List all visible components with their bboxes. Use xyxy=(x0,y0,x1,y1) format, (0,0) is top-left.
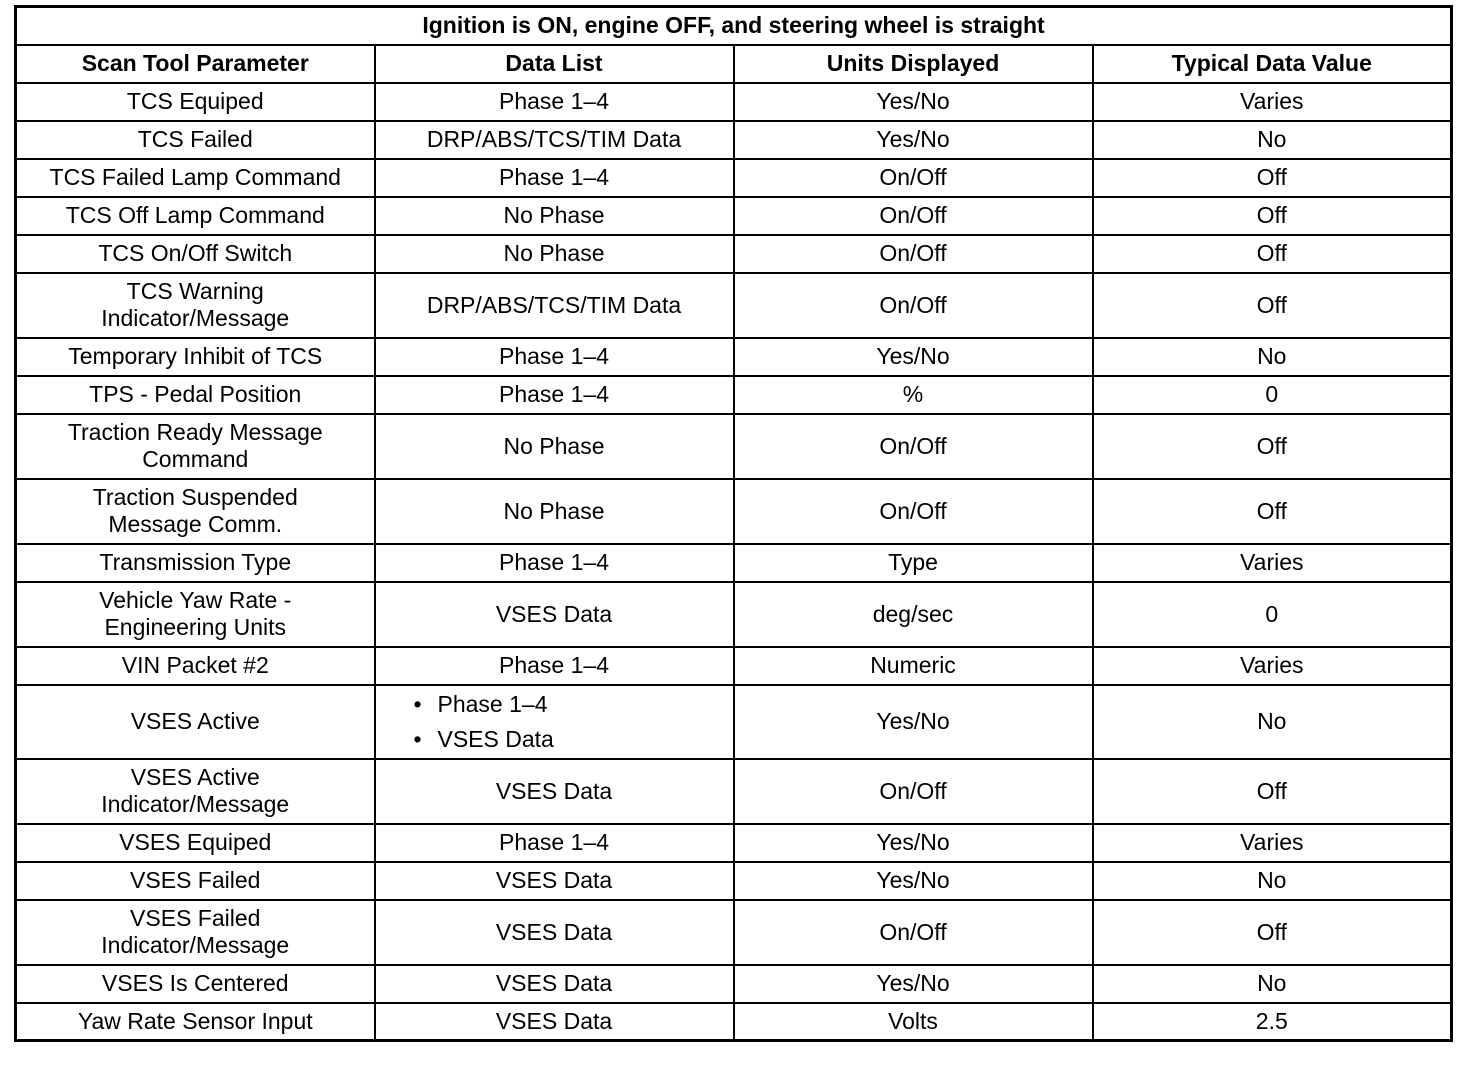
parameter-line: Message Comm. xyxy=(108,511,283,537)
table-row xyxy=(16,159,1452,197)
parameter-line: Indicator/Message xyxy=(101,305,290,331)
units-cell: % xyxy=(734,376,1093,414)
units-cell: Numeric xyxy=(734,647,1093,685)
table-row xyxy=(16,1003,1452,1041)
bullet-item: • Phase 1–4 xyxy=(414,687,729,722)
value-cell: Off xyxy=(1093,414,1452,479)
parameter-cell xyxy=(16,759,375,824)
table-row xyxy=(16,824,1452,862)
parameter-cell: Yaw Rate Sensor Input xyxy=(16,1003,375,1041)
data-list-cell: VSES Data xyxy=(375,582,734,647)
data-list-cell: DRP/ABS/TCS/TIM Data xyxy=(375,273,734,338)
parameter-cell xyxy=(16,479,375,544)
data-list-cell: VSES Data xyxy=(375,862,734,900)
value-cell: No xyxy=(1093,685,1452,759)
parameter-cell xyxy=(16,273,375,338)
table-row xyxy=(16,965,1452,1003)
table-header-row xyxy=(16,45,1452,83)
parameter-line: TCS Warning xyxy=(126,278,264,304)
parameter-cell xyxy=(16,414,375,479)
data-list-cell: No Phase xyxy=(375,235,734,273)
header-typical-data-value: Typical Data Value xyxy=(1093,45,1452,83)
table-row xyxy=(16,235,1452,273)
value-cell: 0 xyxy=(1093,582,1452,647)
parameter-line: Traction Ready Message xyxy=(67,419,323,445)
header-units-displayed: Units Displayed xyxy=(734,45,1093,83)
value-cell: Off xyxy=(1093,235,1452,273)
value-cell: Varies xyxy=(1093,824,1452,862)
parameter-cell: VSES Active xyxy=(16,685,375,759)
table-row xyxy=(16,900,1452,965)
data-list-cell: No Phase xyxy=(375,479,734,544)
table-row xyxy=(16,647,1452,685)
value-cell: No xyxy=(1093,338,1452,376)
parameter-cell: TCS Failed Lamp Command xyxy=(16,159,375,197)
value-cell: No xyxy=(1093,121,1452,159)
units-cell: Yes/No xyxy=(734,965,1093,1003)
parameter-cell: VSES Is Centered xyxy=(16,965,375,1003)
value-cell: Varies xyxy=(1093,544,1452,582)
parameter-line: Indicator/Message xyxy=(101,932,290,958)
parameter-line: VSES Active xyxy=(130,764,260,790)
table-row xyxy=(16,759,1452,824)
parameter-line: Command xyxy=(142,446,249,472)
units-cell: On/Off xyxy=(734,159,1093,197)
parameter-line: Vehicle Yaw Rate - xyxy=(99,587,292,613)
data-list-cell: No Phase xyxy=(375,197,734,235)
table-row xyxy=(16,685,1452,759)
data-list-cell: VSES Data xyxy=(375,965,734,1003)
data-list-cell xyxy=(375,685,734,759)
units-cell: On/Off xyxy=(734,759,1093,824)
data-list-cell: Phase 1–4 xyxy=(375,159,734,197)
parameter-cell: VIN Packet #2 xyxy=(16,647,375,685)
units-cell: Yes/No xyxy=(734,338,1093,376)
data-list-cell: Phase 1–4 xyxy=(375,376,734,414)
table-row xyxy=(16,376,1452,414)
parameter-cell: TCS Off Lamp Command xyxy=(16,197,375,235)
value-cell: No xyxy=(1093,965,1452,1003)
table-row xyxy=(16,338,1452,376)
scan-tool-data-table xyxy=(14,5,1453,1042)
value-cell: No xyxy=(1093,862,1452,900)
units-cell: On/Off xyxy=(734,900,1093,965)
header-data-list: Data List xyxy=(375,45,734,83)
units-cell: Type xyxy=(734,544,1093,582)
parameter-cell: TCS Equiped xyxy=(16,83,375,121)
parameter-line: Engineering Units xyxy=(104,614,287,640)
parameter-cell: TCS Failed xyxy=(16,121,375,159)
parameter-cell: TPS - Pedal Position xyxy=(16,376,375,414)
units-cell: Yes/No xyxy=(734,824,1093,862)
parameter-line: VSES Failed xyxy=(130,905,261,931)
value-cell: Varies xyxy=(1093,83,1452,121)
data-list-cell: Phase 1–4 xyxy=(375,544,734,582)
table-row xyxy=(16,544,1452,582)
units-cell: On/Off xyxy=(734,235,1093,273)
data-list-cell: No Phase xyxy=(375,414,734,479)
table-row xyxy=(16,83,1452,121)
table-row xyxy=(16,273,1452,338)
value-cell: Off xyxy=(1093,479,1452,544)
value-cell: Off xyxy=(1093,273,1452,338)
table-row xyxy=(16,582,1452,647)
units-cell: Yes/No xyxy=(734,121,1093,159)
value-cell: Off xyxy=(1093,900,1452,965)
table-row xyxy=(16,121,1452,159)
parameter-line: Indicator/Message xyxy=(101,791,290,817)
units-cell: deg/sec xyxy=(734,582,1093,647)
units-cell: Yes/No xyxy=(734,83,1093,121)
parameter-cell: TCS On/Off Switch xyxy=(16,235,375,273)
parameter-cell: VSES Equiped xyxy=(16,824,375,862)
value-cell: 2.5 xyxy=(1093,1003,1452,1041)
parameter-cell: Transmission Type xyxy=(16,544,375,582)
table-row xyxy=(16,197,1452,235)
table-row xyxy=(16,862,1452,900)
header-scan-tool-parameter: Scan Tool Parameter xyxy=(16,45,375,83)
data-list-cell: VSES Data xyxy=(375,1003,734,1041)
units-cell: Volts xyxy=(734,1003,1093,1041)
data-list-cell: Phase 1–4 xyxy=(375,338,734,376)
units-cell: On/Off xyxy=(734,273,1093,338)
bullet-item: • VSES Data xyxy=(414,722,729,757)
units-cell: On/Off xyxy=(734,479,1093,544)
parameter-line: Traction Suspended xyxy=(92,484,298,510)
units-cell: Yes/No xyxy=(734,862,1093,900)
value-cell: Off xyxy=(1093,759,1452,824)
units-cell: Yes/No xyxy=(734,685,1093,759)
parameter-cell xyxy=(16,582,375,647)
value-cell: Off xyxy=(1093,197,1452,235)
data-list-cell: Phase 1–4 xyxy=(375,647,734,685)
parameter-cell: VSES Failed xyxy=(16,862,375,900)
data-list-bullets xyxy=(380,687,729,757)
data-list-cell: VSES Data xyxy=(375,759,734,824)
value-cell: Varies xyxy=(1093,647,1452,685)
table-row xyxy=(16,414,1452,479)
table-title-row xyxy=(16,7,1452,45)
parameter-cell xyxy=(16,900,375,965)
parameter-cell: Temporary Inhibit of TCS xyxy=(16,338,375,376)
table-title: Ignition is ON, engine OFF, and steering wheel is straight xyxy=(16,7,1452,45)
data-list-cell: Phase 1–4 xyxy=(375,83,734,121)
units-cell: On/Off xyxy=(734,414,1093,479)
data-list-cell: Phase 1–4 xyxy=(375,824,734,862)
value-cell: 0 xyxy=(1093,376,1452,414)
data-list-cell: DRP/ABS/TCS/TIM Data xyxy=(375,121,734,159)
data-list-cell: VSES Data xyxy=(375,900,734,965)
value-cell: Off xyxy=(1093,159,1452,197)
table-row xyxy=(16,479,1452,544)
units-cell: On/Off xyxy=(734,197,1093,235)
